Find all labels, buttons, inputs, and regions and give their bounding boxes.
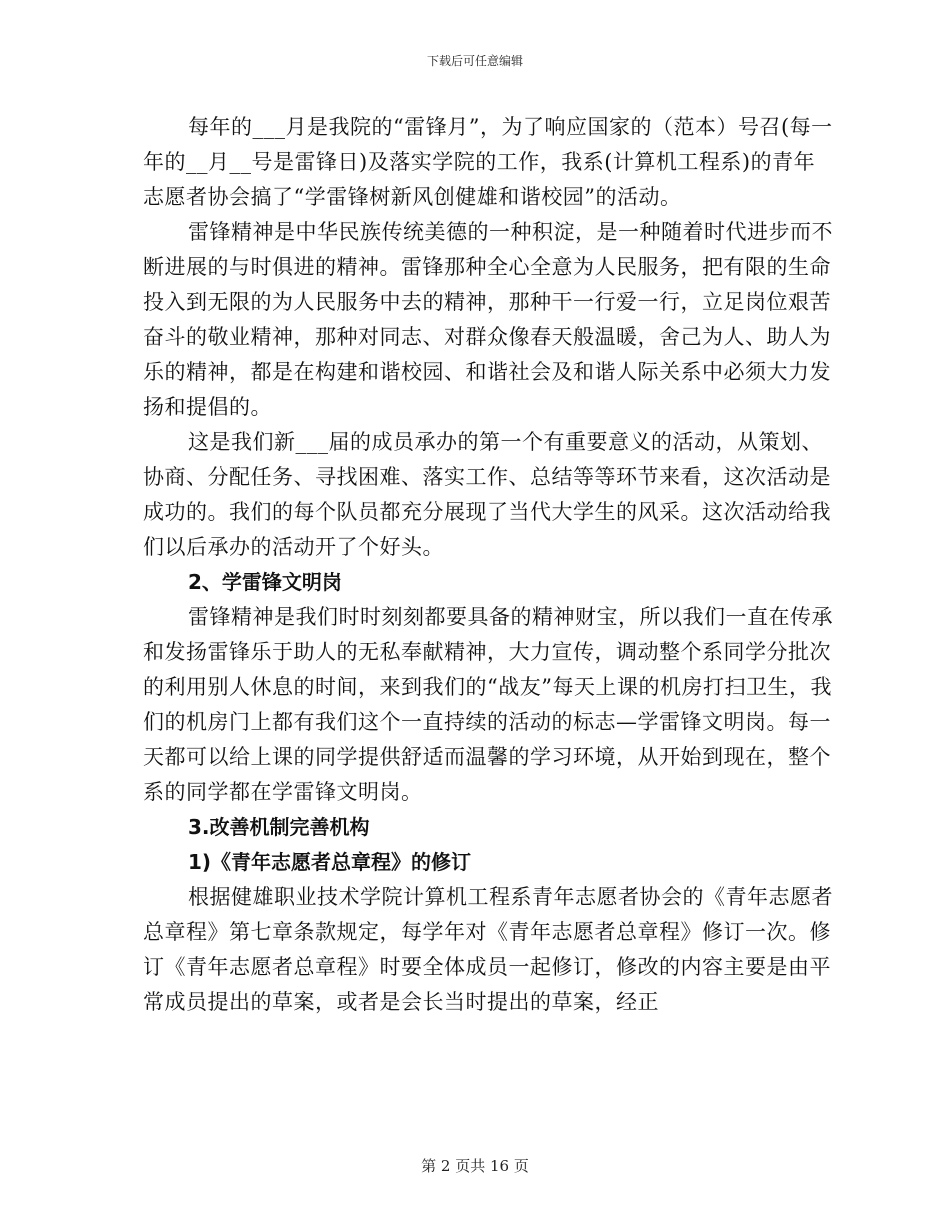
paragraph-4: 雷锋精神是我们时时刻刻都要具备的精神财宝，所以我们一直在传承和发扬雷锋乐于助人的无私奉献精神，大力宣传，调动整个系同学分批次的利用别人休息的时间，来到我们的“战友”每天上课的机房打扫卫生，我们的机房门上都有我们这个一直持续的活动的标志—学雷锋文明岗。每一天都可以给上课的同学提供舒适而温馨的学习环境，从开始到现在，整个系的同学都在学雷锋文明岗。 — [143, 605, 833, 804]
paragraph-1: 每年的___月是我院的“雷锋月”，为了响应国家的（范本）号召(每一年的__月__号是雷锋日)及落实学院的工作，我系(计算机工程系)的青年志愿者协会搞了“学雷锋树新风创健雄和谐校园”的活动。 — [143, 115, 833, 209]
page-header: 下载后可任意编辑 — [426, 54, 523, 68]
document-body — [143, 110, 833, 1020]
section-heading-2: 2、学雷锋文明岗 — [188, 570, 342, 594]
paragraph-3: 这是我们新___届的成员承办的第一个有重要意义的活动，从策划、协商、分配任务、寻找困难、落实工作、总结等等环节来看，这次活动是成功的。我们的每个队员都充分展现了当代大学生的风采。这次活动给我们以后承办的活动开了个好头。 — [143, 430, 831, 559]
paragraph-5: 根据健雄职业技术学院计算机工程系青年志愿者协会的《青年志愿者总章程》第七章条款规定，每学年对《青年志愿者总章程》修订一次。修订《青年志愿者总章程》时要全体成员一起修订，修改的内容主要是由平常成员提出的草案，或者是会长当时提出的草案，经正 — [143, 885, 833, 1014]
page-footer: 第 2 页共 16 页 — [421, 1157, 529, 1175]
section-heading-3: 3.改善机制完善机构 — [188, 815, 370, 839]
paragraph-2: 雷锋精神是中华民族传统美德的一种积淀，是一种随着时代进步而不断进展的与时俱进的精神。雷锋那种全心全意为人民服务，把有限的生命投入到无限的为人民服务中去的精神，那种干一行爱一行，立足岗位艰苦奋斗的敬业精神，那种对同志、对群众像春天般温暖，舍己为人、助人为乐的精神，都是在构建和谐校园、和谐社会及和谐人际关系中必须大力发扬和提倡的。 — [143, 220, 833, 419]
subsection-heading-1: 1)《青年志愿者总章程》的修订 — [188, 850, 472, 874]
